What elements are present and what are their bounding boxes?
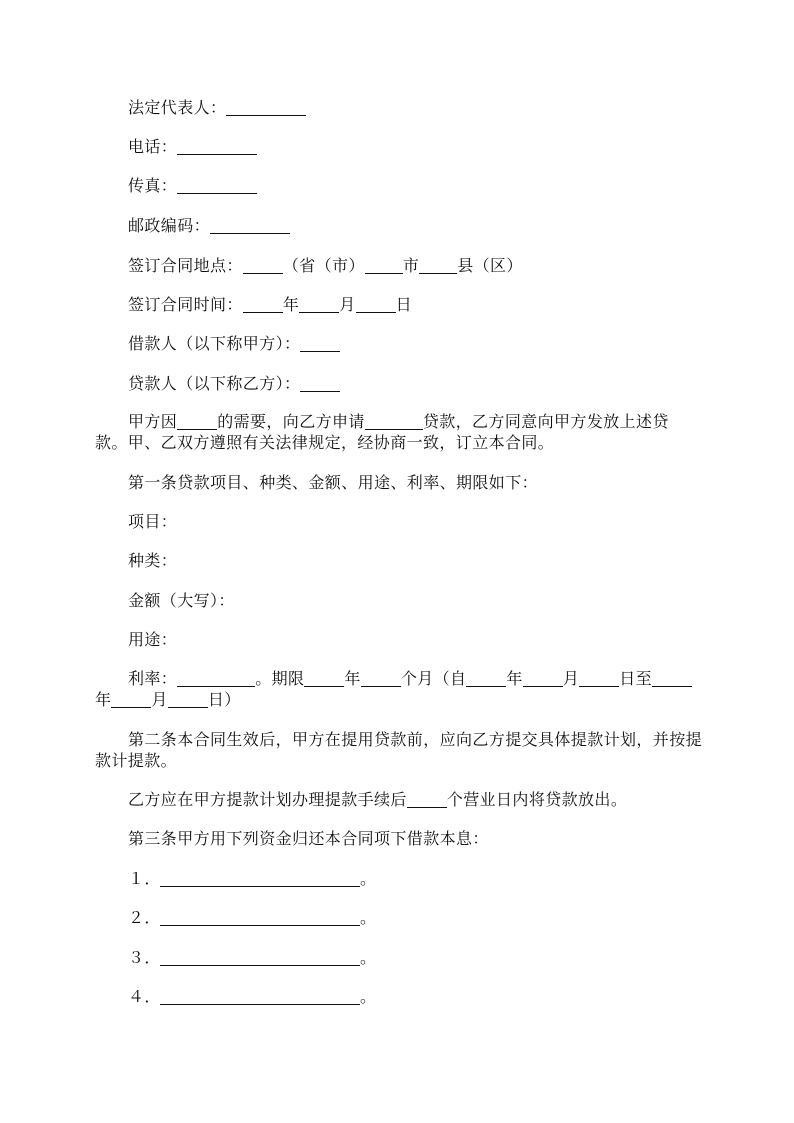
repay-source-blank[interactable]	[160, 870, 360, 887]
repay-item-3	[128, 948, 743, 968]
repay-source-blank[interactable]	[160, 988, 360, 1005]
rate-line2	[95, 690, 710, 710]
to-year-blank[interactable]	[652, 670, 692, 687]
term-text: 日）	[207, 690, 241, 709]
list-number: ２．	[128, 908, 161, 927]
to-day-blank[interactable]	[168, 691, 208, 708]
disburse-line	[128, 790, 743, 810]
repay-source-blank[interactable]	[160, 909, 360, 926]
sign-day-blank[interactable]	[356, 296, 396, 313]
from-year-blank[interactable]	[466, 670, 506, 687]
purpose-label: 用途：	[128, 630, 178, 649]
loan-type-blank[interactable]	[365, 413, 423, 430]
sign-time-line	[128, 295, 743, 315]
province-blank[interactable]	[243, 257, 283, 274]
para1-text: 甲方因	[128, 412, 178, 431]
article2-line1: 第二条本合同生效后，甲方在提用贷款前，应向乙方提交具体提款计划，并按提	[128, 730, 703, 749]
amount-label: 金额（大写）：	[128, 591, 235, 610]
article1-heading: 第一条贷款项目、种类、金额、用途、利率、期限如下：	[128, 473, 539, 492]
lender-line	[128, 374, 743, 394]
borrower-label: 借款人（以下称甲方）：	[128, 334, 301, 353]
term-text: 年	[506, 669, 523, 688]
postal-blank[interactable]	[210, 217, 290, 234]
rate-blank[interactable]	[177, 670, 255, 687]
county-text: 县（区）	[457, 256, 523, 275]
list-end: 。	[360, 948, 377, 967]
postal-line	[128, 216, 743, 236]
repay-source-blank[interactable]	[160, 949, 360, 966]
city-text: 市	[402, 256, 420, 275]
article3-heading: 第三条甲方用下列资金归还本合同项下借款本息：	[128, 829, 489, 848]
county-blank[interactable]	[419, 257, 457, 274]
lender-blank[interactable]	[300, 375, 340, 392]
month-text: 月	[339, 295, 356, 314]
rate-label: 利率：	[128, 669, 178, 688]
para1-text: 的需要，向乙方申请	[217, 412, 365, 431]
repay-item-4	[128, 987, 743, 1007]
borrower-blank[interactable]	[300, 335, 340, 352]
para1-line2	[95, 433, 710, 453]
need-blank[interactable]	[177, 413, 217, 430]
sign-time-label: 签订合同时间：	[128, 295, 243, 314]
province-text: （省（市）	[282, 256, 365, 275]
disburse-text: 乙方应在甲方提款计划办理提款手续后	[128, 790, 407, 809]
term-text: 。期限	[255, 669, 305, 688]
article2-line2: 款计提款。	[95, 751, 178, 770]
term-text: 年	[95, 690, 112, 709]
kind-label: 种类：	[128, 551, 178, 570]
repay-item-2	[128, 908, 743, 928]
phone-line	[128, 137, 743, 157]
term-text: 年	[344, 669, 361, 688]
city-blank[interactable]	[365, 257, 403, 274]
list-end: 。	[360, 869, 377, 888]
list-end: 。	[360, 987, 377, 1006]
legal-rep-label: 法定代表人：	[128, 98, 227, 117]
from-day-blank[interactable]	[579, 670, 619, 687]
term-text: 日至	[619, 669, 653, 688]
term-text: 月	[562, 669, 580, 688]
fax-label: 传真：	[128, 176, 178, 195]
list-end: 。	[360, 908, 377, 927]
rate-line1	[128, 669, 743, 689]
term-month-blank[interactable]	[361, 670, 401, 687]
sign-place-label: 签订合同地点：	[128, 256, 243, 275]
legal-rep-blank[interactable]	[226, 99, 306, 116]
term-text: 个月（自	[400, 669, 467, 688]
lender-label: 贷款人（以下称乙方）：	[128, 374, 301, 393]
fax-blank[interactable]	[177, 177, 257, 194]
business-days-blank[interactable]	[407, 791, 447, 808]
to-month-blank[interactable]	[111, 691, 151, 708]
list-number: ４．	[128, 987, 161, 1006]
borrower-line	[128, 334, 743, 354]
year-text: 年	[282, 295, 300, 314]
term-year-blank[interactable]	[304, 670, 344, 687]
day-text: 日	[395, 295, 413, 314]
repay-item-1	[128, 869, 743, 889]
para1-text: 贷款，乙方同意向甲方发放上述贷	[422, 412, 669, 431]
sign-year-blank[interactable]	[243, 296, 283, 313]
term-text: 月	[151, 690, 168, 709]
list-number: ３．	[128, 948, 161, 967]
para1-text: 款。甲、乙双方遵照有关法律规定，经协商一致，订立本合同。	[95, 433, 555, 452]
disburse-text: 个营业日内将贷款放出。	[446, 790, 628, 809]
legal-rep-line	[128, 98, 743, 118]
phone-blank[interactable]	[177, 138, 257, 155]
sign-place-line	[128, 256, 743, 276]
fax-line	[128, 176, 743, 196]
list-number: １．	[128, 869, 161, 888]
from-month-blank[interactable]	[523, 670, 563, 687]
postal-label: 邮政编码：	[128, 216, 211, 235]
sign-month-blank[interactable]	[299, 296, 339, 313]
phone-label: 电话：	[128, 137, 178, 156]
item-label: 项目：	[128, 512, 178, 531]
para1-line1	[128, 412, 743, 432]
